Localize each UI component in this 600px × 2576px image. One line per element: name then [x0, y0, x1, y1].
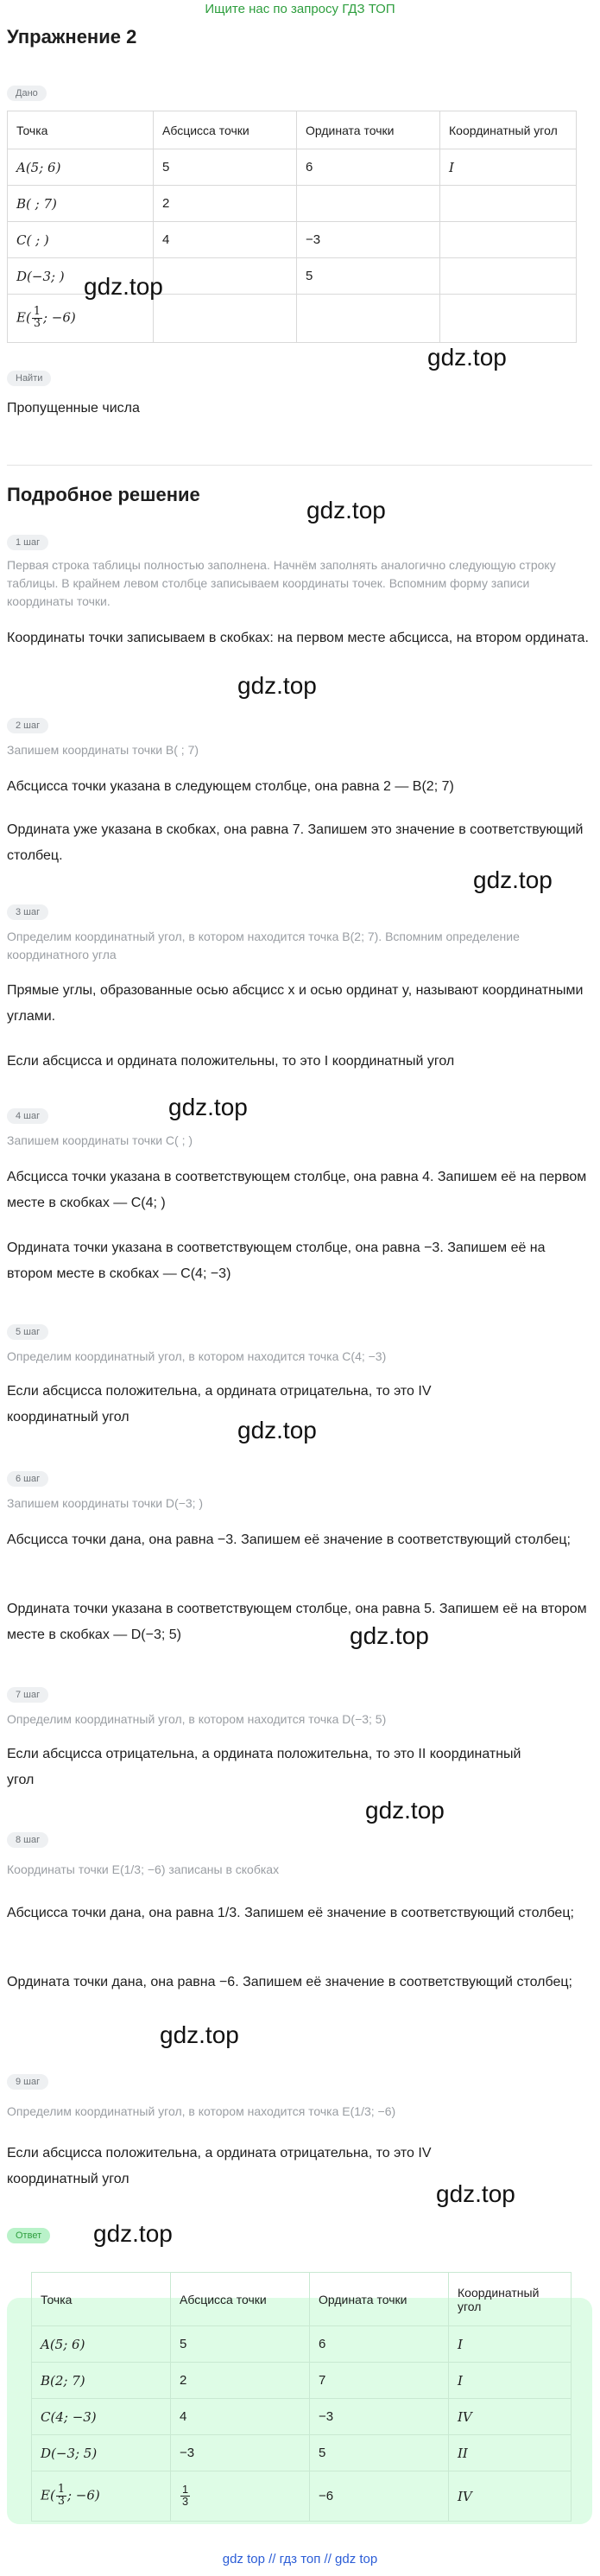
- cell-abscissa: 2: [171, 2363, 310, 2399]
- find-label: Найти: [7, 370, 51, 386]
- footer-links[interactable]: gdz top // гдз топ // gdz top: [222, 2552, 378, 2566]
- watermark: gdz.top: [365, 1797, 445, 1824]
- watermark: gdz.top: [436, 2180, 515, 2207]
- cell-ordinate: −3: [310, 2399, 449, 2435]
- divider: [7, 465, 592, 466]
- step-label: 5 шаг: [7, 1323, 48, 1340]
- page-title: Упражнение 2: [7, 26, 137, 48]
- cell-ordinate: 5: [297, 258, 440, 295]
- cell-point: B( ; 7): [8, 186, 154, 222]
- step-label: 3 шаг: [7, 904, 48, 920]
- cell-quadrant: IV: [449, 2471, 572, 2522]
- cell-quadrant: [440, 186, 577, 222]
- cell-ordinate: [297, 186, 440, 222]
- cell-ordinate: 6: [310, 2326, 449, 2363]
- given-table: [7, 111, 577, 343]
- cell-point: E( $\frac{1}{3}$ ; −6): [8, 295, 154, 343]
- step-text: Прямые углы, образованные осью абсцисс x и осью ординат y, называют координатными углами.: [7, 983, 584, 1024]
- cell-abscissa: 2: [154, 186, 297, 222]
- cell-quadrant: II: [449, 2435, 572, 2471]
- cell-ordinate: 5: [310, 2435, 449, 2471]
- watermark: gdz.top: [237, 1417, 317, 1443]
- table-row: [32, 2471, 572, 2522]
- step-label: 4 шаг: [7, 1107, 48, 1124]
- fraction: $\frac{1}{3}$: [33, 305, 41, 330]
- step-text: Абсцисса точки дана, она равна −3. Запишем её значение в соответствующий столбец;: [7, 1532, 571, 1547]
- header-abscissa: Абсцисса точки: [171, 2273, 310, 2326]
- cell-quadrant: I: [449, 2326, 572, 2363]
- step-text: Ордината уже указана в скобках, она равна 7. Запишем это значение в соответствующий столбец.: [7, 822, 584, 863]
- step-text: Если абсцисса положительна, а ордината отрицательна, то это IV координатный угол: [7, 1384, 432, 1424]
- step-text: Если абсцисса и ордината положительны, то это I координатный угол: [7, 1054, 455, 1069]
- step-text: Абсцисса точки указана в соответствующем столбце, она равна 4. Запишем её на первом месте в скобках — C(4; ): [7, 1170, 587, 1210]
- fraction: $\frac{1}{3}$: [57, 2483, 65, 2508]
- step-note: Координаты точки E(1/3; −6) записаны в скобках: [7, 1862, 280, 1876]
- cell-abscissa: 4: [171, 2399, 310, 2435]
- step-text: Координаты точки записываем в скобках: на первом месте абсцисса, на втором ордината.: [7, 631, 589, 645]
- table-header-row: [8, 111, 577, 149]
- step-label: 2 шаг: [7, 717, 48, 733]
- step-label: 7 шаг: [7, 1686, 48, 1703]
- cell-quadrant: [440, 258, 577, 295]
- watermark: gdz.top: [427, 344, 507, 371]
- watermark: gdz.top: [473, 866, 553, 893]
- cell-abscissa: 4: [154, 222, 297, 258]
- header-point: Точка: [32, 2273, 171, 2326]
- watermark: gdz.top: [237, 672, 317, 699]
- header-ordinate: Ордината точки: [297, 111, 440, 149]
- cell-abscissa: [154, 295, 297, 343]
- header-quadrant: Координатный угол: [440, 111, 577, 149]
- watermark: gdz.top: [350, 1622, 429, 1649]
- step-text: Абсцисса точки дана, она равна 1/3. Запишем её значение в соответствующий столбец;: [7, 1906, 574, 1920]
- cell-abscissa: [154, 258, 297, 295]
- cell-point: E( $\frac{1}{3}$ ; −6): [32, 2471, 171, 2522]
- cell-ordinate: 6: [297, 149, 440, 186]
- watermark: gdz.top: [168, 1094, 248, 1120]
- table-header-row: [32, 2273, 572, 2326]
- step-label: 9 шаг: [7, 2073, 48, 2090]
- step-label: 1 шаг: [7, 534, 48, 550]
- cell-point: C( ; ): [8, 222, 154, 258]
- watermark: gdz.top: [84, 273, 163, 300]
- cell-quadrant: [440, 222, 577, 258]
- cell-quadrant: I: [449, 2363, 572, 2399]
- header-point: Точка: [8, 111, 154, 149]
- cell-quadrant: [440, 295, 577, 343]
- answer-table: [31, 2272, 572, 2522]
- step-note: Первая строка таблицы полностью заполнена. Начнём заполнять аналогично следующую строку таблицы. В крайнем левом столбце записываем координаты точек. Вспомним форму записи координаты точки.: [7, 558, 556, 608]
- cell-point: B(2; 7): [32, 2363, 171, 2399]
- table-row: [32, 2326, 572, 2363]
- find-text: Пропущенные числа: [7, 401, 140, 416]
- watermark: gdz.top: [93, 2220, 173, 2247]
- header-abscissa: Абсцисса точки: [154, 111, 297, 149]
- step-text: Абсцисса точки указана в следующем столбце, она равна 2 — B(2; 7): [7, 779, 454, 794]
- cell-ordinate: [297, 295, 440, 343]
- cell-point: D(−3; 5): [32, 2435, 171, 2471]
- step-note: Запишем координаты точки B( ; 7): [7, 743, 199, 757]
- table-row: [8, 149, 577, 186]
- cell-point: C(4; −3): [32, 2399, 171, 2435]
- header-quadrant: Координатный угол: [449, 2273, 572, 2326]
- step-note: Определим координатный угол, в котором находится точка E(1/3; −6): [7, 2104, 396, 2118]
- cell-ordinate: −6: [310, 2471, 449, 2522]
- cell-point: A(5; 6): [8, 149, 154, 186]
- watermark: gdz.top: [306, 497, 386, 523]
- step-text: Если абсцисса отрицательна, а ордината положительна, то это II координатный угол: [7, 1747, 521, 1787]
- step-text: Ордината точки указана в соответствующем столбце, она равна 5. Запишем её на втором месте в скобках — D(−3; 5): [7, 1602, 587, 1642]
- step-label: 6 шаг: [7, 1470, 48, 1487]
- cell-abscissa: −3: [171, 2435, 310, 2471]
- step-note: Определим координатный угол, в котором находится точка B(2; 7). Вспомним определение координатного угла: [7, 930, 520, 961]
- step-note: Определим координатный угол, в котором находится точка C(4; −3): [7, 1349, 387, 1363]
- promo-banner[interactable]: Ищите нас по запросу ГДЗ ТОП: [205, 2, 395, 16]
- cell-ordinate: 7: [310, 2363, 449, 2399]
- cell-abscissa: [171, 2471, 310, 2522]
- cell-quadrant: I: [440, 149, 577, 186]
- fraction: $\frac{1}{3}$: [182, 2483, 189, 2508]
- cell-abscissa: 5: [154, 149, 297, 186]
- step-text: Если абсцисса положительна, а ордината отрицательна, то это IV координатный угол: [7, 2146, 432, 2186]
- table-row: [8, 222, 577, 258]
- step-text: Ордината точки дана, она равна −6. Запишем её значение в соответствующий столбец;: [7, 1975, 572, 1989]
- solution-title: Подробное решение: [7, 484, 200, 505]
- step-text: Ордината точки указана в соответствующем столбце, она равна −3. Запишем её на втором месте в скобках — C(4; −3): [7, 1240, 546, 1281]
- cell-abscissa: 5: [171, 2326, 310, 2363]
- cell-point: D(−3; ): [8, 258, 154, 295]
- table-row: [32, 2363, 572, 2399]
- cell-point: A(5; 6): [32, 2326, 171, 2363]
- step-note: Запишем координаты точки C( ; ): [7, 1133, 193, 1147]
- given-label: Дано: [7, 85, 47, 101]
- step-note: Определим координатный угол, в котором находится точка D(−3; 5): [7, 1712, 387, 1726]
- cell-ordinate: −3: [297, 222, 440, 258]
- table-row: [8, 295, 577, 343]
- table-row: [8, 186, 577, 222]
- answer-label: Ответ: [7, 2227, 50, 2243]
- watermark: gdz.top: [160, 2021, 239, 2048]
- table-row: [32, 2399, 572, 2435]
- step-label: 8 шаг: [7, 1831, 48, 1848]
- header-ordinate: Ордината точки: [310, 2273, 449, 2326]
- cell-quadrant: IV: [449, 2399, 572, 2435]
- step-note: Запишем координаты точки D(−3; ): [7, 1496, 204, 1510]
- table-row: [32, 2435, 572, 2471]
